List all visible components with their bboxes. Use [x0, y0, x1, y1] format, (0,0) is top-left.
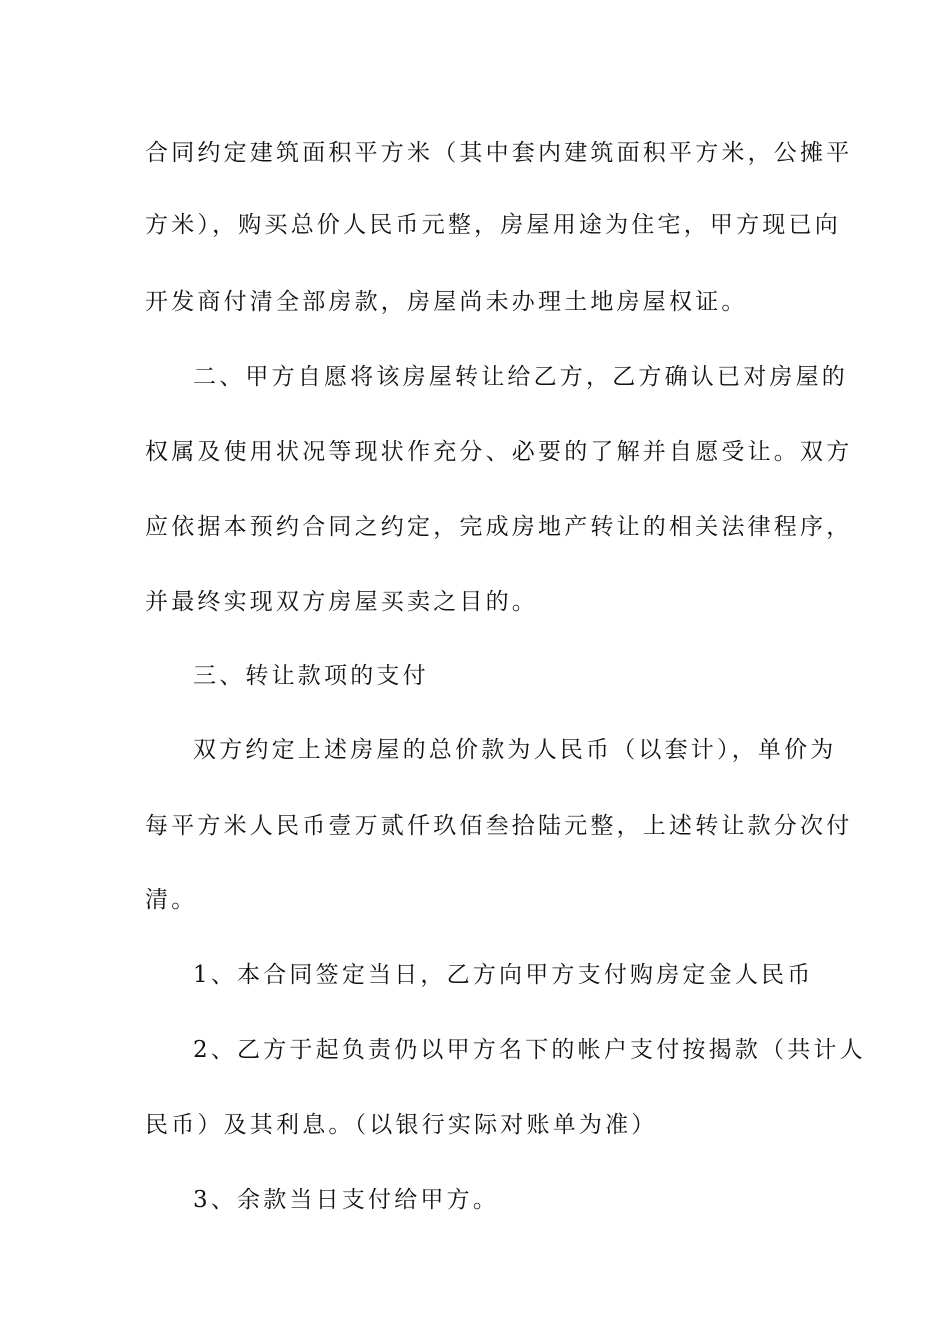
payment-item-2-line-2: 民币）及其利息。（以银行实际对账单为准） [145, 1112, 658, 1138]
clause-two-line-1: 二、甲方自愿将该房屋转让给乙方，乙方确认已对房屋的 [193, 364, 848, 390]
section-heading-three: 三、转让款项的支付 [193, 663, 429, 689]
payment-paragraph-line-1: 双方约定上述房屋的总价款为人民币（以套计），单价为 [193, 737, 837, 763]
payment-item-2-line-1: 2、乙方于起负责仍以甲方名下的帐户支付按揭款（共计人 [193, 1037, 866, 1063]
payment-item-1: 1、本合同签定当日，乙方向甲方支付购房定金人民币 [193, 962, 814, 988]
clause-two-line-4: 并最终实现双方房屋买卖之目的。 [145, 589, 538, 615]
paragraph-line-1: 合同约定建筑面积平方米（其中套内建筑面积平方米，公摊平 [145, 140, 853, 166]
payment-paragraph-line-3: 清。 [145, 887, 198, 913]
clause-two-line-2: 权属及使用状况等现状作充分、必要的了解并自愿受让。双方 [145, 439, 853, 465]
clause-two-line-3: 应依据本预约合同之约定，完成房地产转让的相关法律程序， [145, 514, 853, 540]
paragraph-line-3: 开发商付清全部房款，房屋尚未办理土地房屋权证。 [145, 289, 748, 315]
payment-paragraph-line-2: 每平方米人民币壹万贰仟玖佰叁拾陆元整，上述转让款分次付 [145, 813, 853, 839]
payment-item-3: 3、余款当日支付给甲方。 [193, 1187, 500, 1213]
paragraph-line-2: 方米），购买总价人民币元整，房屋用途为住宅，甲方现已向 [145, 212, 841, 238]
